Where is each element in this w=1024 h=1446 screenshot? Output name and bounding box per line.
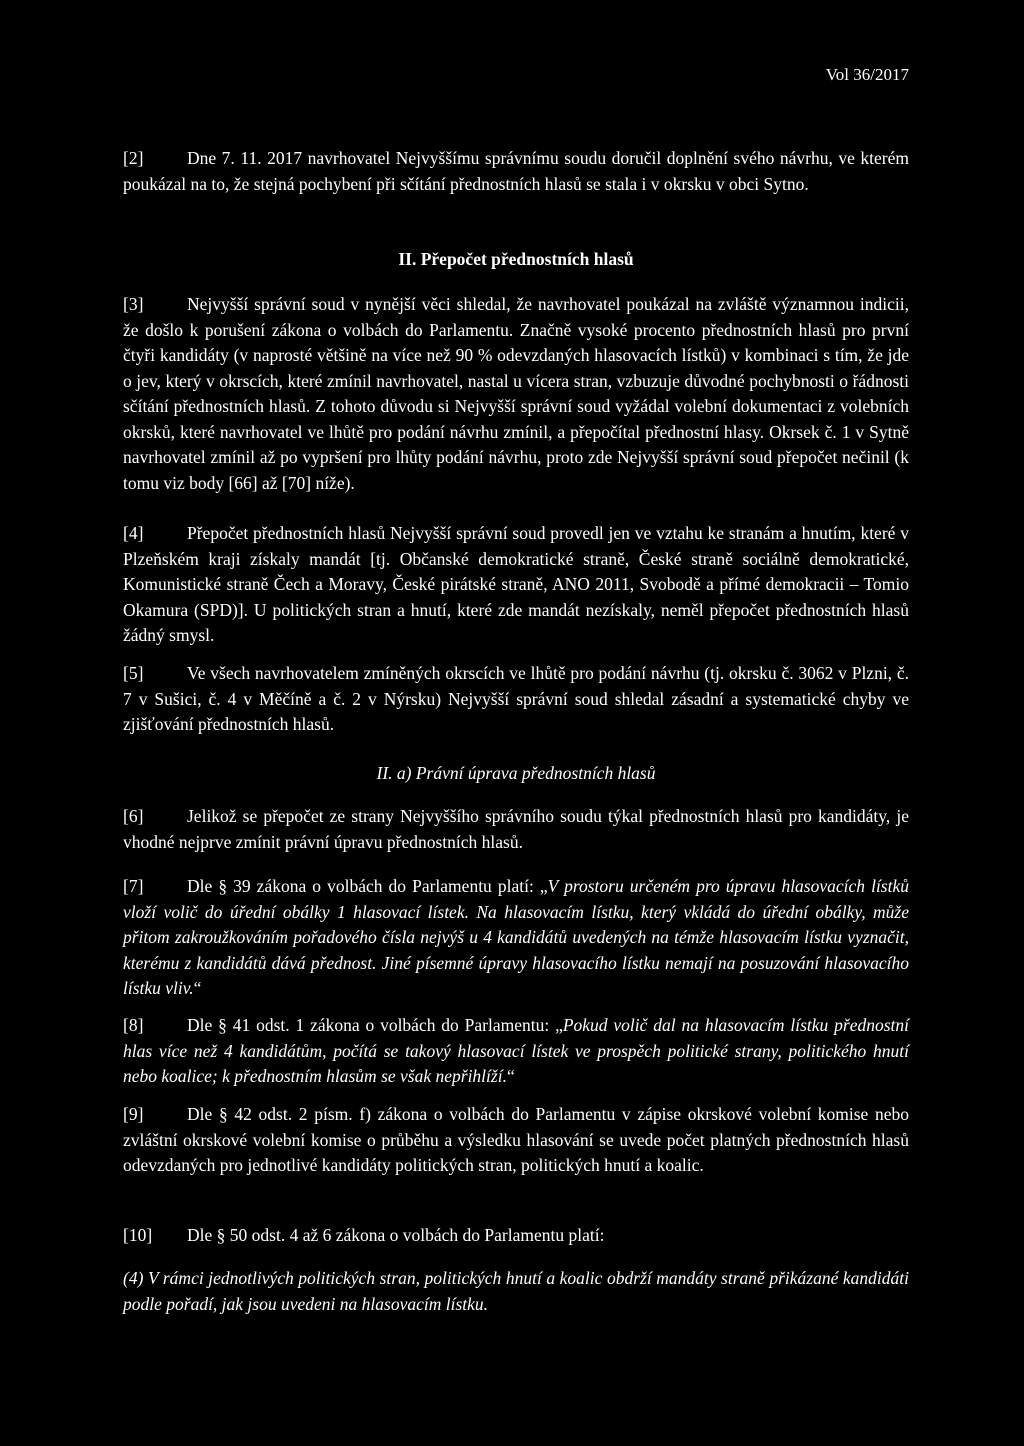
paragraph-number: [7] <box>123 876 144 896</box>
paragraph-3 <box>123 292 909 496</box>
paragraph-text: Dle § 41 odst. 1 zákona o volbách do Parlamentu: „ <box>187 1015 563 1035</box>
paragraph-11-quote <box>123 1266 909 1317</box>
paragraph-6 <box>123 804 909 855</box>
paragraph-number: [6] <box>123 806 144 826</box>
section-heading-2a: II. a) Právní úprava přednostních hlasů <box>376 763 656 783</box>
paragraph-text: Nejvyšší správní soud v nynější věci shledal, že navrhovatel poukázal na zvláště významnou indicii, že došlo k porušení zákona o volbách do Parlamentu. Značně vysoké procento přednostních hlasů pro první čtyři kandidáty (v naprosté většině na více než 90 % odevzdaných hlasovacích lístků) v kombinaci s tím, že jde o jev, který v okrscích, které zmínil navrhovatel, nastal u vícera stran, vzbuzuje důvodné pochybnosti o řádnosti sčítání přednostních hlasů. Z tohoto důvodu si Nejvyšší správní soud vyžádal volební dokumentaci z volebních okrsků, které navrhovatel ve lhůtě pro podání návrhu zmínil, a přepočítal přednostní hlasy. Okrsek č. 1 v Sytně navrhovatel zmínil až po vypršení pro lhůty podání návrhu, proto zde Nejvyšší správní soud přepočet nečinil (k tomu viz body [66] až [70] níže). <box>123 294 909 493</box>
paragraph-8 <box>123 1013 909 1090</box>
statute-quote: Pokud volič dal na hlasovacím lístku přednostní hlas více než 4 kandidátům, počítá se takový hlasovací lístek ve prospěch politické strany, politického hnutí nebo koalice; k přednostním hlasům se však nepřihlíží. <box>123 1015 910 1086</box>
paragraph-text: Dle § 39 zákona o volbách do Parlamentu platí: „ <box>187 876 548 896</box>
section-heading-2: II. Přepočet přednostních hlasů <box>398 249 634 269</box>
paragraph-10 <box>123 1223 909 1249</box>
paragraph-number: [3] <box>123 294 144 314</box>
paragraph-9 <box>123 1102 909 1179</box>
paragraph-number: [10] <box>123 1225 153 1245</box>
paragraph-number: [4] <box>123 523 144 543</box>
paragraph-text: Přepočet přednostních hlasů Nejvyšší správní soud provedl jen ve vztahu ke stranám a hnutím, které v Plzeňském kraji získaly mandát [tj. Občanské demokratické straně, České straně sociálně demokratické, Komunistické straně Čech a Moravy, České pirátské straně, ANO 2011, Svobodě a přímé demokracii – Tomio Okamura (SPD)]. U politických stran a hnutí, které zde mandát nezískaly, neměl přepočet přednostních hlasů žádný smysl. <box>123 523 909 645</box>
paragraph-text: Dle § 42 odst. 2 písm. f) zákona o volbách do Parlamentu v zápise okrskové volební komise nebo zvláštní okrskové volební komise o průběhu a výsledku hlasování se uvede počet platných přednostních hlasů odevzdaných pro jednotlivé kandidáty politických stran, politických hnutí a koalic. <box>123 1104 909 1175</box>
paragraph-number: [5] <box>123 663 144 683</box>
statute-quote: V prostoru určeném pro úpravu hlasovacích lístků vloží volič do úřední obálky 1 hlasovací lístek. Na hlasovacím lístku, který vkládá do úřední obálky, může přitom zakroužkováním pořadového čísla nejvýš u 4 kandidátů uvedených na témže hlasovacím lístku vyznačit, kterému z kandidátů dává přednost. Jiné písemné úpravy hlasovacího lístku nemají na posuzování hlasovacího lístku vliv. <box>123 876 909 998</box>
paragraph-number: [9] <box>123 1104 144 1124</box>
paragraph-text: Ve všech navrhovatelem zmíněných okrscích ve lhůtě pro podání návrhu (tj. okrsku č. 3062 v Plzni, č. 7 v Sušici, č. 4 v Měčíně a č. 2 v Nýrsku) Nejvyšší správní soud shledal zásadní a systematické chyby ve zjišťování přednostních hlasů. <box>123 663 909 734</box>
paragraph-5 <box>123 661 909 738</box>
volume-header: Vol 36/2017 <box>825 65 909 84</box>
quote-end: “ <box>506 1066 515 1086</box>
paragraph-number: [8] <box>123 1015 144 1035</box>
paragraph-text: Dle § 50 odst. 4 až 6 zákona o volbách do Parlamentu platí: <box>187 1225 605 1245</box>
paragraph-text: Dne 7. 11. 2017 navrhovatel Nejvyššímu správnímu soudu doručil doplnění svého návrhu, ve kterém poukázal na to, že stejná pochybení při sčítání přednostních hlasů se stala i v okrsku v obci Sytno. <box>123 148 909 194</box>
paragraph-7 <box>123 874 909 1002</box>
paragraph-text: Jelikož se přepočet ze strany Nejvyššího správního soudu týkal přednostních hlasů pro kandidáty, je vhodné nejprve zmínit právní úpravu přednostních hlasů. <box>123 806 909 852</box>
paragraph-4 <box>123 521 909 649</box>
quote-end: “ <box>193 978 202 998</box>
paragraph-2 <box>123 146 909 197</box>
statute-quote: (4) V rámci jednotlivých politických stran, politických hnutí a koalic obdrží mandáty straně přikázané kandidáti podle pořadí, jak jsou uvedeni na hlasovacím lístku. <box>123 1268 909 1314</box>
paragraph-number: [2] <box>123 148 144 168</box>
